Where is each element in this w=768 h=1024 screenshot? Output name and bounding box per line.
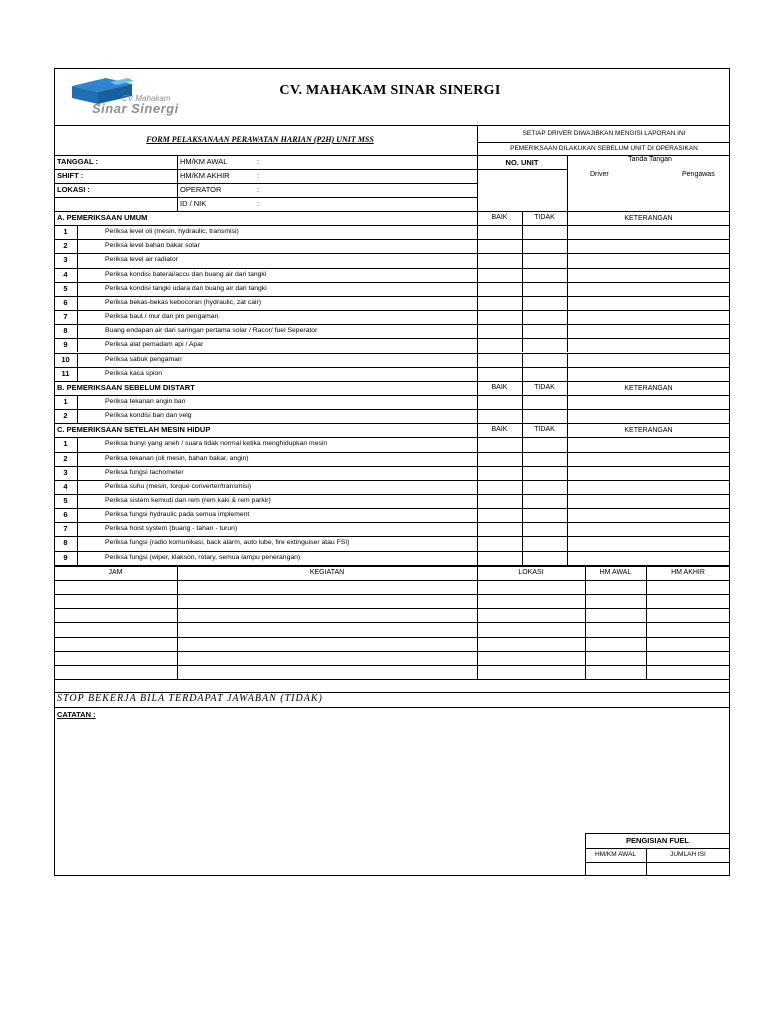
tidak-checkbox[interactable] bbox=[522, 466, 567, 480]
baik-checkbox[interactable] bbox=[477, 282, 522, 296]
baik-checkbox[interactable] bbox=[477, 338, 522, 352]
item-number: 6 bbox=[63, 510, 68, 520]
activity-cell[interactable] bbox=[646, 622, 730, 636]
activity-cell[interactable] bbox=[585, 637, 646, 651]
baik-checkbox[interactable] bbox=[477, 310, 522, 324]
activity-header: HM AKHIR bbox=[671, 569, 705, 576]
logo-text-line2: Sinar Sinergi bbox=[92, 101, 179, 116]
baik-checkbox[interactable] bbox=[477, 494, 522, 508]
item-number: 7 bbox=[63, 312, 68, 322]
activity-cell[interactable] bbox=[585, 665, 646, 679]
keterangan-cell[interactable] bbox=[567, 310, 730, 324]
activity-cell[interactable] bbox=[177, 637, 477, 651]
keterangan-cell[interactable] bbox=[567, 480, 730, 494]
tidak-checkbox[interactable] bbox=[522, 253, 567, 267]
activity-cell[interactable] bbox=[477, 637, 585, 651]
baik-checkbox[interactable] bbox=[477, 508, 522, 522]
baik-checkbox[interactable] bbox=[477, 437, 522, 451]
checklist-item: Periksa fungsi tachometer bbox=[105, 468, 184, 476]
field-hm-km-akhir[interactable]: HM/KM AKHIR bbox=[180, 171, 230, 180]
activity-cell[interactable] bbox=[54, 622, 177, 636]
company-logo bbox=[70, 76, 220, 116]
baik-checkbox[interactable] bbox=[477, 409, 522, 423]
catatan-label: CATATAN : bbox=[57, 710, 96, 719]
checklist-item: Periksa kaca spion bbox=[105, 369, 163, 377]
item-number: 8 bbox=[63, 326, 68, 336]
field-operator[interactable]: OPERATOR bbox=[180, 185, 222, 194]
tidak-checkbox[interactable] bbox=[522, 522, 567, 536]
checklist-item: Periksa level bahan bakar solar bbox=[105, 242, 200, 250]
item-number: 1 bbox=[63, 396, 68, 406]
keterangan-cell[interactable] bbox=[567, 225, 730, 239]
checklist-item: Periksa tekanan (oli mesin, bahan bakar, angin) bbox=[105, 454, 249, 462]
col-keterangan: KETERANGAN bbox=[624, 215, 673, 222]
tidak-checkbox[interactable] bbox=[522, 367, 567, 381]
activity-header: KEGIATAN bbox=[309, 569, 345, 576]
notice-line2: PEMERIKSAAN DILAKUKAN SEBELUM UNIT DI OPERASIKAN bbox=[510, 145, 698, 152]
signature-title: Tanda Tangan bbox=[628, 156, 672, 163]
activity-cell[interactable] bbox=[54, 637, 177, 651]
activity-cell[interactable] bbox=[477, 665, 585, 679]
col-tidak: TIDAK bbox=[534, 383, 555, 391]
baik-checkbox[interactable] bbox=[477, 395, 522, 409]
col-baik: BAIK bbox=[491, 383, 508, 391]
item-number: 11 bbox=[61, 368, 70, 378]
tidak-checkbox[interactable] bbox=[522, 324, 567, 338]
col-tidak: TIDAK bbox=[534, 214, 555, 221]
baik-checkbox[interactable] bbox=[477, 367, 522, 381]
activity-cell[interactable] bbox=[177, 594, 477, 608]
baik-checkbox[interactable] bbox=[477, 268, 522, 282]
item-number: 8 bbox=[63, 538, 68, 548]
item-number: 3 bbox=[63, 467, 68, 477]
item-number: 7 bbox=[63, 524, 68, 534]
keterangan-cell[interactable] bbox=[567, 253, 730, 267]
company-name: CV. MAHAKAM SINAR SINERGI bbox=[279, 83, 501, 98]
activity-cell[interactable] bbox=[54, 608, 177, 622]
activity-cell[interactable] bbox=[646, 580, 730, 594]
keterangan-cell[interactable] bbox=[567, 268, 730, 282]
activity-cell[interactable] bbox=[646, 637, 730, 651]
activity-header: LOKASI bbox=[518, 569, 544, 576]
keterangan-cell[interactable] bbox=[567, 452, 730, 466]
checklist-item: Periksa fungsi (wiper, klakson, rotary, semua lampu penerangan) bbox=[105, 553, 301, 561]
signature-pengawas[interactable]: Pengawas bbox=[682, 171, 715, 178]
field-tanggal[interactable]: TANGGAL : bbox=[57, 157, 98, 166]
activity-cell[interactable] bbox=[54, 665, 177, 679]
keterangan-cell[interactable] bbox=[567, 324, 730, 338]
col-baik: BAIK bbox=[491, 214, 508, 221]
tidak-checkbox[interactable] bbox=[522, 480, 567, 494]
item-number: 2 bbox=[63, 453, 68, 463]
activity-cell[interactable] bbox=[646, 594, 730, 608]
keterangan-cell[interactable] bbox=[567, 353, 730, 367]
checklist-item: Periksa kondisi ban dan velg bbox=[105, 412, 192, 420]
activity-cell[interactable] bbox=[646, 665, 730, 679]
tidak-checkbox[interactable] bbox=[522, 239, 567, 253]
activity-cell[interactable] bbox=[54, 594, 177, 608]
tidak-checkbox[interactable] bbox=[522, 437, 567, 451]
checklist-item: Periksa kondisi baterai/accu dan buang air dari tangki bbox=[105, 270, 267, 278]
activity-cell[interactable] bbox=[177, 622, 477, 636]
tidak-checkbox[interactable] bbox=[522, 310, 567, 324]
keterangan-cell[interactable] bbox=[567, 296, 730, 310]
activity-cell[interactable] bbox=[477, 594, 585, 608]
checklist-item: Periksa sistem kemudi dan rem (rem kaki & rem parkir) bbox=[105, 497, 271, 504]
tidak-checkbox[interactable] bbox=[522, 353, 567, 367]
col-baik: BAIK bbox=[491, 426, 508, 434]
baik-checkbox[interactable] bbox=[477, 466, 522, 480]
tidak-checkbox[interactable] bbox=[522, 452, 567, 466]
section-title: A. PEMERIKSAAN UMUM bbox=[57, 213, 148, 222]
checklist-item: Periksa alat pemadam api / Apar bbox=[105, 341, 204, 349]
item-number: 1 bbox=[63, 227, 68, 237]
no-unit-label: NO. UNIT bbox=[505, 158, 539, 167]
field-shift[interactable]: SHIFT : bbox=[57, 171, 84, 180]
checklist-item: Periksa bunyi yang aneh / suara tidak normal ketika menghidupkan mesin bbox=[105, 440, 328, 448]
keterangan-cell[interactable] bbox=[567, 367, 730, 381]
tidak-checkbox[interactable] bbox=[522, 551, 567, 565]
tidak-checkbox[interactable] bbox=[522, 409, 567, 423]
field-lokasi[interactable]: LOKASI : bbox=[57, 185, 90, 194]
keterangan-cell[interactable] bbox=[567, 466, 730, 480]
checklist-item: Periksa bekas-bekas kebocoran (hydraulic, zat cair) bbox=[105, 298, 262, 306]
field-id-nik[interactable]: ID / NIK bbox=[180, 199, 207, 208]
item-number: 9 bbox=[63, 552, 68, 562]
fuel-title: PENGISIAN FUEL bbox=[626, 836, 689, 845]
activity-cell[interactable] bbox=[646, 608, 730, 622]
checklist-item: Buang endapan air dari saringan pertama solar / Racor/ fuel Seperator bbox=[105, 327, 318, 335]
activity-cell[interactable] bbox=[177, 665, 477, 679]
tidak-checkbox[interactable] bbox=[522, 395, 567, 409]
tidak-checkbox[interactable] bbox=[522, 225, 567, 239]
item-number: 10 bbox=[61, 354, 70, 364]
keterangan-cell[interactable] bbox=[567, 494, 730, 508]
keterangan-cell[interactable] bbox=[567, 239, 730, 253]
item-number: 5 bbox=[63, 496, 68, 505]
fuel-col-jumlah: JUMLAH ISI bbox=[670, 851, 706, 858]
item-number: 3 bbox=[63, 255, 68, 265]
activity-cell[interactable] bbox=[646, 651, 730, 665]
logo-text-line1: CV Mahakam bbox=[122, 94, 171, 103]
activity-cell[interactable] bbox=[477, 580, 585, 594]
fuel-col-hm: HM/KM AWAL bbox=[594, 851, 637, 858]
activity-cell[interactable] bbox=[585, 651, 646, 665]
keterangan-cell[interactable] bbox=[567, 395, 730, 409]
checklist-item: Periksa hoist system (buang - tahan - turun) bbox=[105, 525, 238, 533]
section-title: C. PEMERIKSAAN SETELAH MESIN HIDUP bbox=[57, 425, 211, 435]
item-number: 2 bbox=[63, 411, 68, 421]
form-title: FORM PELAKSANAAN PERAWATAN HARIAN (P2H) UNIT MSS bbox=[146, 135, 374, 144]
keterangan-cell[interactable] bbox=[567, 282, 730, 296]
baik-checkbox[interactable] bbox=[477, 522, 522, 536]
tidak-checkbox[interactable] bbox=[522, 268, 567, 282]
keterangan-cell[interactable] bbox=[567, 536, 730, 550]
keterangan-cell[interactable] bbox=[567, 551, 730, 565]
checklist-item: Periksa fungsi hydraulic pada semua implement bbox=[105, 511, 250, 519]
checklist-item: Periksa fungsi (radio komunikasi, back alarm, auto lube, fire extinguiser atau FSI) bbox=[105, 539, 350, 547]
item-number: 4 bbox=[63, 269, 68, 279]
field-hm-km-awal[interactable]: HM/KM AWAL bbox=[180, 157, 228, 166]
baik-checkbox[interactable] bbox=[477, 253, 522, 267]
signature-driver[interactable]: Driver bbox=[590, 171, 609, 178]
baik-checkbox[interactable] bbox=[477, 551, 522, 565]
tidak-checkbox[interactable] bbox=[522, 494, 567, 508]
baik-checkbox[interactable] bbox=[477, 452, 522, 466]
baik-checkbox[interactable] bbox=[477, 536, 522, 550]
stop-warning: STOP BEKERJA BILA TERDAPAT JAWABAN (TIDAK) bbox=[57, 693, 323, 704]
item-number: 5 bbox=[63, 283, 68, 293]
baik-checkbox[interactable] bbox=[477, 296, 522, 310]
tidak-checkbox[interactable] bbox=[522, 338, 567, 352]
activity-cell[interactable] bbox=[177, 580, 477, 594]
activity-cell[interactable] bbox=[54, 651, 177, 665]
keterangan-cell[interactable] bbox=[567, 437, 730, 451]
baik-checkbox[interactable] bbox=[477, 324, 522, 338]
activity-cell[interactable] bbox=[477, 651, 585, 665]
checklist-item: Periksa level air radiator bbox=[105, 256, 178, 264]
activity-cell[interactable] bbox=[585, 608, 646, 622]
checklist-item: Periksa level oli (mesin, hydraulic, transmisi) bbox=[105, 228, 239, 236]
activity-cell[interactable] bbox=[54, 580, 177, 594]
activity-cell[interactable] bbox=[477, 608, 585, 622]
keterangan-cell[interactable] bbox=[567, 338, 730, 352]
col-tidak: TIDAK bbox=[534, 426, 555, 434]
col-keterangan: KETERANGAN bbox=[624, 427, 673, 435]
checklist-item: Periksa tekanan angin ban bbox=[105, 397, 186, 405]
item-number: 6 bbox=[63, 297, 68, 307]
tidak-checkbox[interactable] bbox=[522, 296, 567, 310]
checklist-item: Periksa suhu (mesin, torque converter/transmisi) bbox=[105, 482, 252, 490]
tidak-checkbox[interactable] bbox=[522, 508, 567, 522]
activity-cell[interactable] bbox=[177, 651, 477, 665]
notice-line1: SETIAP DRIVER DIWAJIBKAN MENGISI LAPORAN INI bbox=[522, 130, 686, 137]
tidak-checkbox[interactable] bbox=[522, 282, 567, 296]
activity-header: HM AWAL bbox=[599, 569, 632, 576]
checklist-item: Periksa sabuk pengaman bbox=[105, 355, 182, 363]
col-keterangan: KETERANGAN bbox=[624, 384, 673, 392]
tidak-checkbox[interactable] bbox=[522, 536, 567, 550]
baik-checkbox[interactable] bbox=[477, 353, 522, 367]
activity-cell[interactable] bbox=[585, 622, 646, 636]
baik-checkbox[interactable] bbox=[477, 225, 522, 239]
item-number: 4 bbox=[63, 481, 68, 491]
activity-cell[interactable] bbox=[177, 608, 477, 622]
item-number: 1 bbox=[63, 439, 68, 449]
activity-cell[interactable] bbox=[585, 580, 646, 594]
checklist-item: Periksa baut / mur dan pin pengaman bbox=[105, 313, 219, 321]
keterangan-cell[interactable] bbox=[567, 522, 730, 536]
item-number: 9 bbox=[63, 340, 68, 350]
item-number: 2 bbox=[63, 241, 68, 251]
baik-checkbox[interactable] bbox=[477, 239, 522, 253]
activity-header: JAM bbox=[108, 569, 123, 576]
keterangan-cell[interactable] bbox=[567, 409, 730, 423]
checklist-item: Periksa kondisi tangki udara dan buang air dari tangki bbox=[105, 284, 267, 292]
baik-checkbox[interactable] bbox=[477, 480, 522, 494]
activity-cell[interactable] bbox=[477, 622, 585, 636]
activity-cell[interactable] bbox=[585, 594, 646, 608]
section-title: B. PEMERIKSAAN SEBELUM DISTART bbox=[57, 382, 195, 392]
keterangan-cell[interactable] bbox=[567, 508, 730, 522]
